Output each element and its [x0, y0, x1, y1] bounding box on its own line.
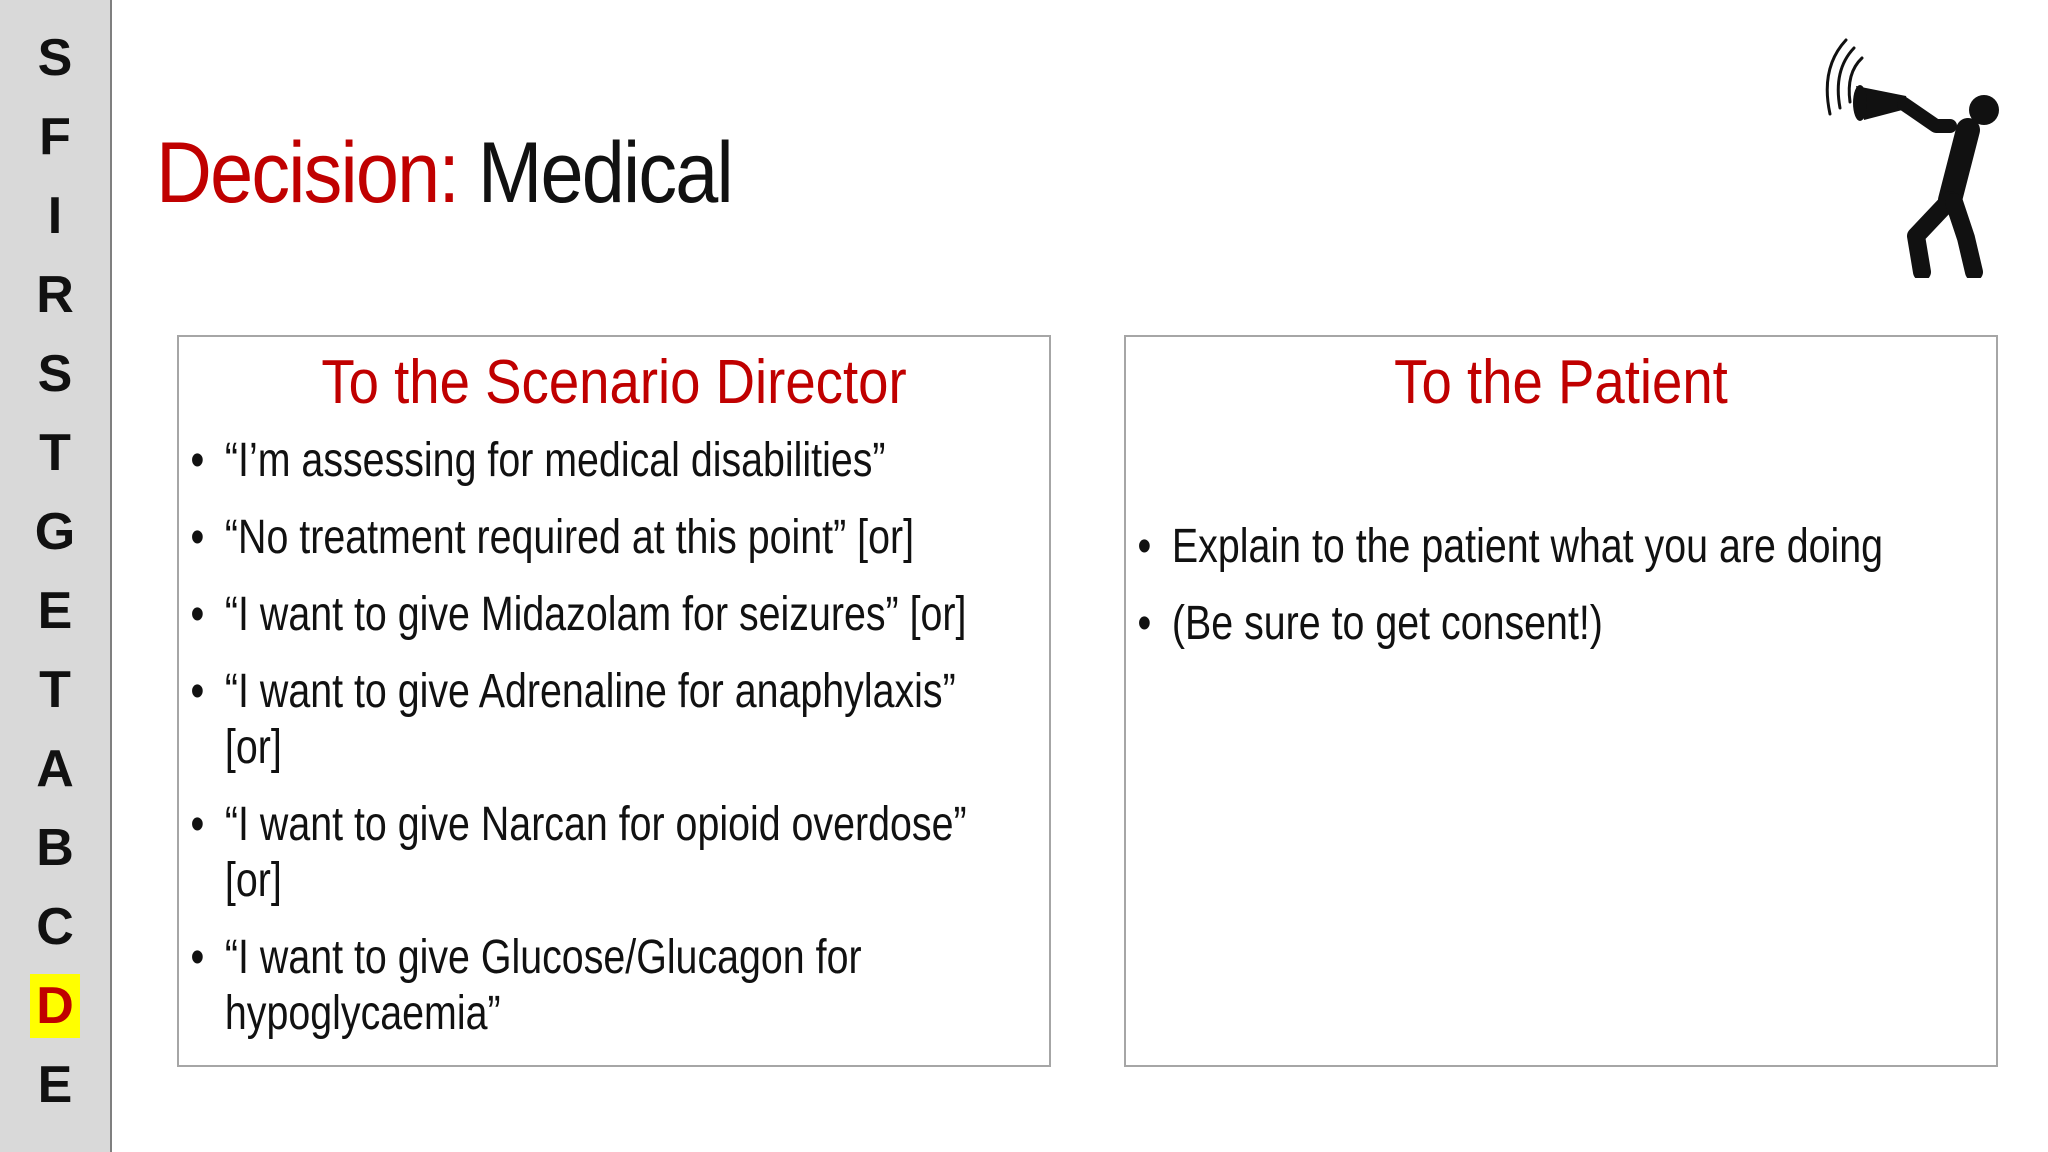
list-item: • “I’m assessing for medical disabilities”: [190, 433, 1018, 489]
acronym-letter: C: [36, 897, 74, 956]
list-item: • “I want to give Midazolam for seizures” [or]: [190, 587, 1018, 643]
acronym-letter: T: [39, 660, 71, 719]
list-item: • “I want to give Adrenaline for anaphylaxis” [or]: [190, 664, 1018, 776]
acronym-letter-active: D: [0, 966, 110, 1045]
scenario-director-panel: [177, 335, 1051, 1067]
acronym-letter: E: [37, 1055, 73, 1114]
patient-panel: [1124, 335, 1998, 1067]
acronym-letter: E: [37, 581, 73, 640]
acronym-letter: R: [36, 265, 74, 324]
megaphone-person-icon: [1818, 38, 2000, 278]
page-title: [156, 118, 732, 228]
list-item: • “No treatment required at this point” [or]: [190, 510, 1018, 566]
list-item: • “I want to give Narcan for opioid overdose” [or]: [190, 797, 1018, 909]
acronym-letter-list: [0, 18, 110, 1124]
list-item: • Explain to the patient what you are doing: [1137, 519, 1965, 575]
acronym-letter: B: [36, 818, 74, 877]
list-item: • (Be sure to get consent!): [1137, 596, 1965, 652]
title-prefix: Decision:: [156, 125, 459, 221]
list-item: • “I want to give Glucose/Glucagon for hypoglycaemia”: [190, 930, 1018, 1042]
acronym-sidebar: [0, 0, 112, 1152]
acronym-letter: F: [39, 107, 71, 166]
acronym-letter: S: [37, 344, 73, 403]
title-main: Medical: [477, 125, 732, 221]
bullet-list: [1126, 519, 1966, 652]
acronym-letter: T: [39, 423, 71, 482]
panel-heading: To the Patient: [1394, 348, 1728, 417]
bullet-list: [179, 433, 1019, 1042]
panel-heading: To the Scenario Director: [321, 348, 907, 417]
acronym-letter: A: [36, 739, 74, 798]
acronym-letter: S: [37, 28, 73, 87]
acronym-letter: I: [47, 186, 63, 245]
acronym-letter: G: [34, 502, 76, 561]
